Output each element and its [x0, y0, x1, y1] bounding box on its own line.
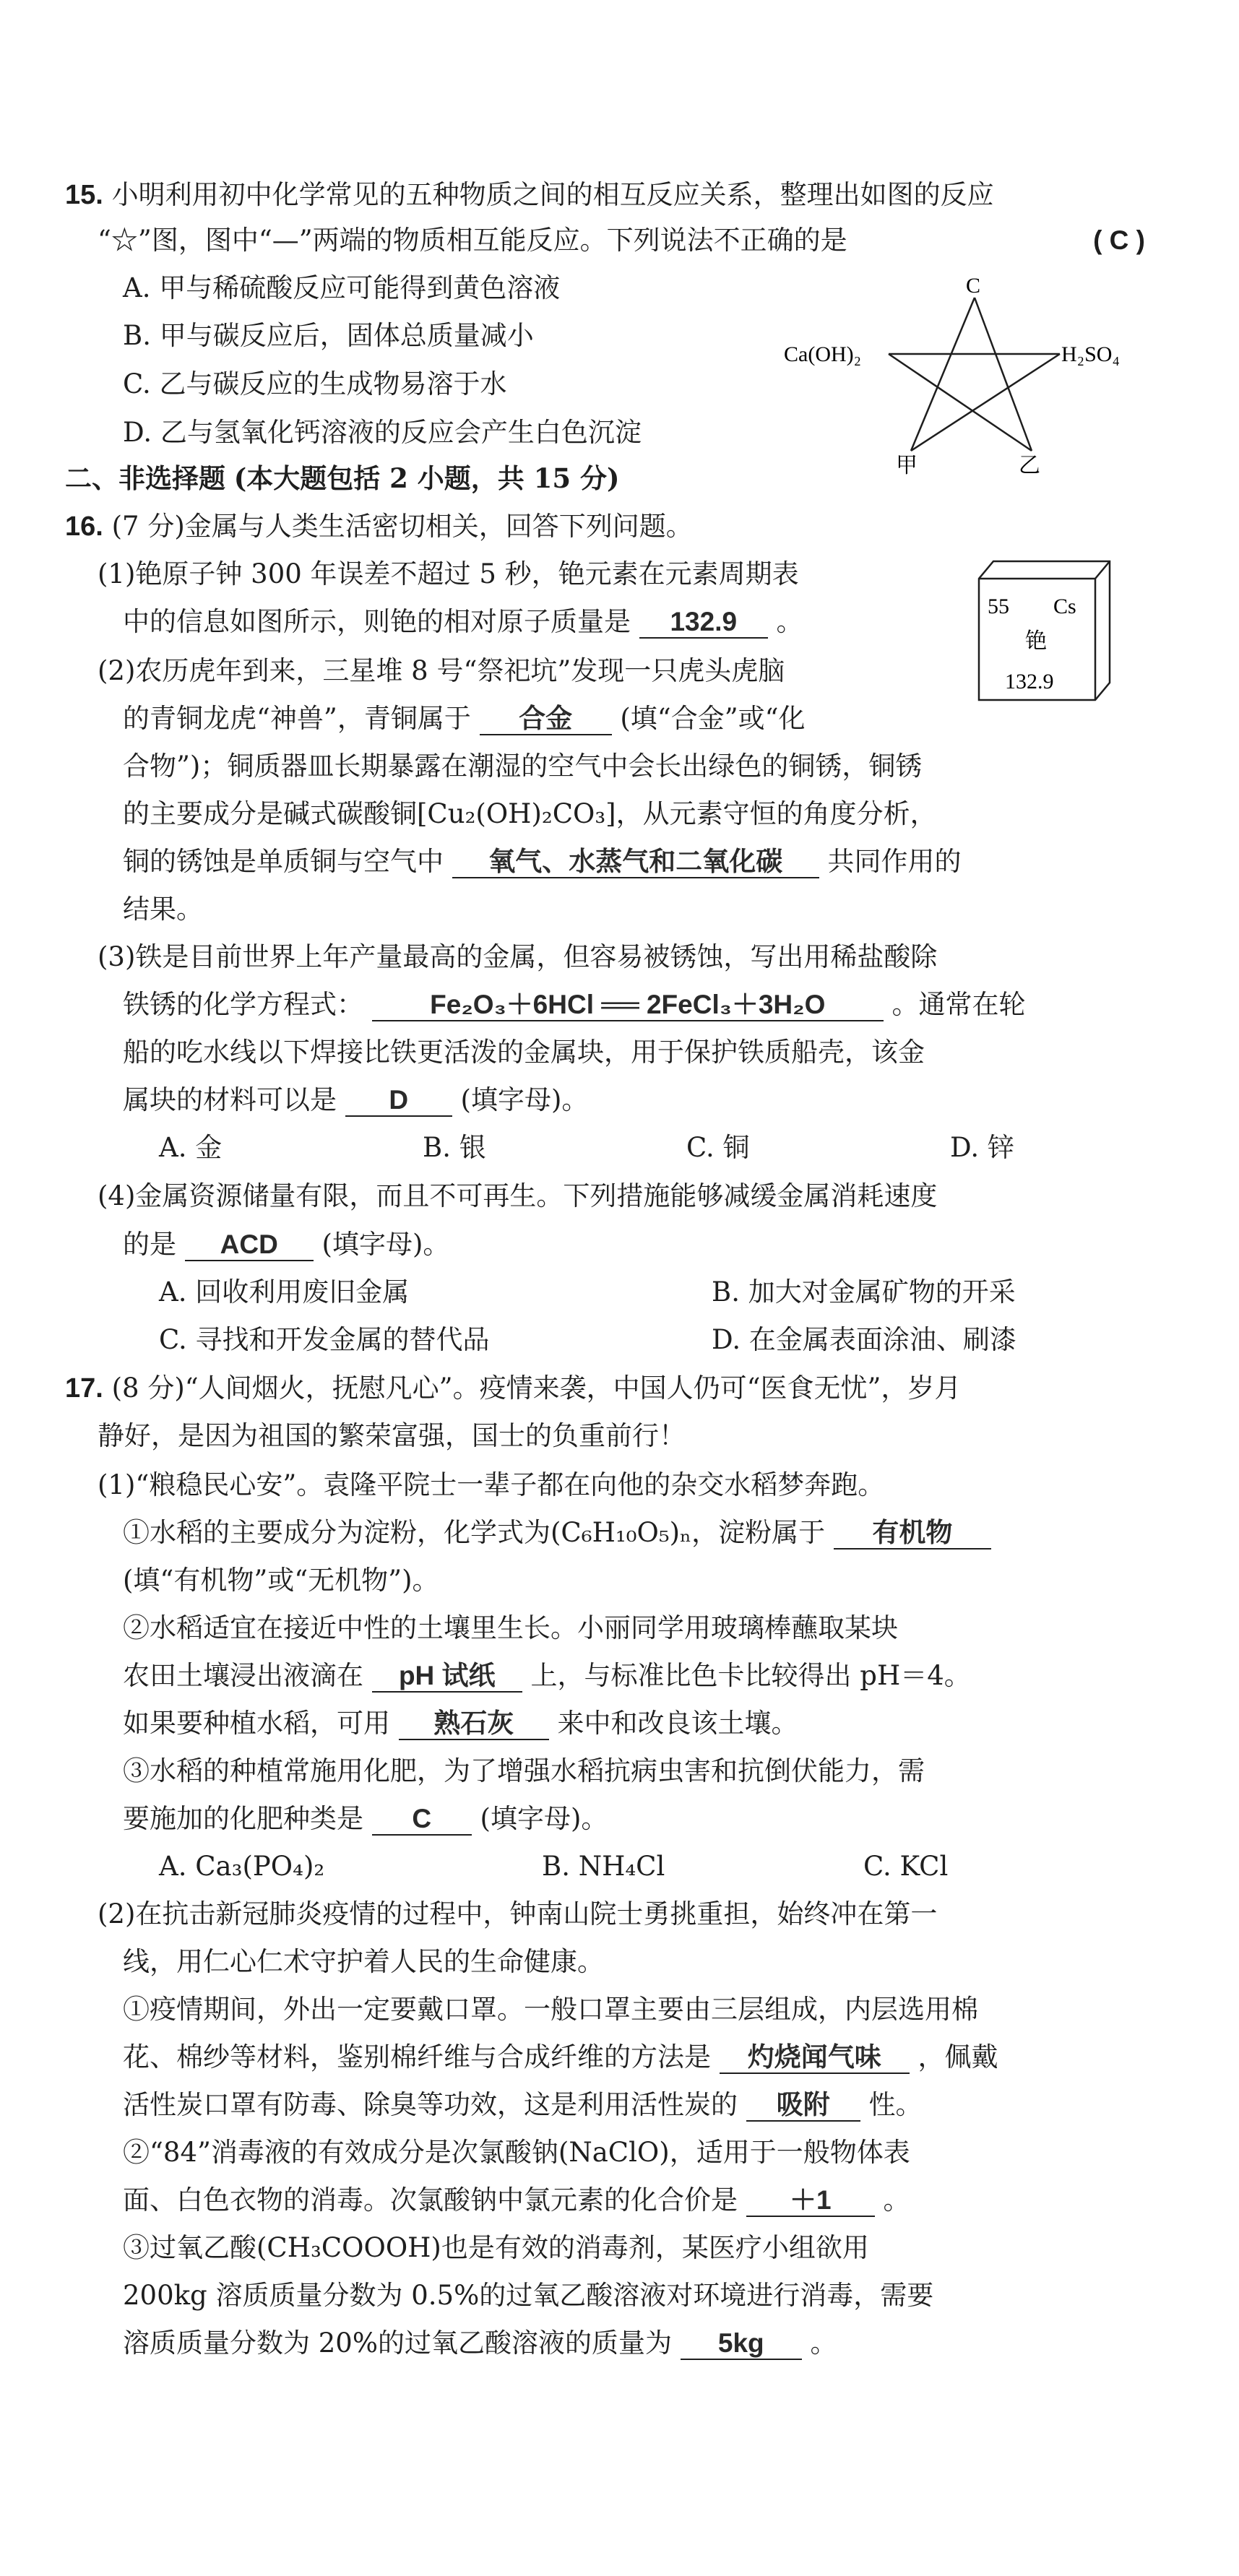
q15-answer: ( C )	[1093, 225, 1145, 255]
q17-p2b-line2	[123, 2184, 910, 2217]
q16-p4-option-d: D. 在金属表面涂油、刷漆	[712, 1324, 1016, 1355]
q17-p2b-line1: ②“84”消毒液的有效成分是次氯酸钠(NaClO)，适用于一般物体表	[123, 2137, 910, 2168]
q16-number: 16.	[65, 511, 103, 542]
q16-p2-line5	[123, 845, 962, 878]
section-2-note: (本大题包括 2 小题，共 15 分)	[233, 462, 620, 494]
q15-option-b: B. 甲与碳反应后，固体总质量减小	[123, 320, 534, 351]
q16-p3-line2	[123, 988, 1026, 1021]
star-label-right: H₂SO₄	[1061, 342, 1120, 366]
star-label-bottom-left: 甲	[896, 453, 918, 475]
q15-star-diagram	[777, 269, 1138, 475]
q17-p2a-text-c: 活性炭口罩有防毒、除臭等功效，这是利用活性炭的	[123, 2089, 738, 2120]
q17-p2a-text: 花、棉纱等材料，鉴别棉纤维与合成纤维的方法是	[123, 2041, 711, 2073]
q17-p2a-answer-1: 灼烧闻气味	[720, 2042, 910, 2074]
q17-p1c-text: 要施加的化肥种类是	[123, 1803, 363, 1834]
q17-p2c-line1: ③过氧乙酸(CH₃COOOH)也是有效的消毒剂，某医疗小组欲用	[123, 2232, 869, 2263]
q17-p2b-text: 面、白色衣物的消毒。次氯酸钠中氯元素的化合价是	[123, 2184, 738, 2216]
cesium-element-card	[977, 558, 1111, 703]
star-lines	[889, 298, 1060, 451]
q16-p4-text: 的是	[123, 1229, 176, 1260]
q17-p1-line1: (1)“粮稳民心安”。袁隆平院士一辈子都在向他的杂交水稻梦奔跑。	[98, 1469, 885, 1500]
q17-p2-line2: 线，用仁心仁术守护着人民的生命健康。	[123, 1946, 604, 1977]
q16-p2-answer-2: 氧气、水蒸气和二氧化碳	[452, 847, 819, 878]
q17-p2c-line2: 200kg 溶质质量分数为 0.5%的过氧乙酸溶液对环境进行消毒，需要	[123, 2280, 934, 2311]
q16-p4-line2	[123, 1228, 449, 1261]
q16-p3-option-a: A. 金	[159, 1132, 223, 1163]
q17-p1b-line2	[123, 1659, 971, 1693]
q17-stem-2: 静好，是因为祖国的繁荣富强，国士的负重前行！	[98, 1420, 686, 1451]
q16-p2-text-c: 铜的锈蚀是单质铜与空气中	[123, 846, 444, 877]
q17-p1b-answer-1: pH 试纸	[372, 1661, 522, 1693]
q17-p2c-line3	[123, 2327, 837, 2360]
q15-number: 15.	[65, 180, 103, 210]
q16-p3-option-b: B. 银	[423, 1132, 486, 1163]
q16-p2-line3: 合物”)；铜质器皿长期暴露在潮湿的空气中会长出绿色的铜锈，铜锈	[123, 751, 923, 782]
q16-p2-answer-1: 合金	[480, 704, 612, 735]
q16-p2-text: 的青铜龙虎“神兽”，青铜属于	[123, 703, 471, 734]
q17-p2a-answer-2: 吸附	[746, 2090, 860, 2122]
q16-p3-text: 铁锈的化学方程式：	[123, 989, 363, 1020]
q16-p4-option-a: A. 回收利用废旧金属	[159, 1276, 410, 1308]
star-label-top: C	[966, 274, 981, 298]
q16-p2-text-b: (填“合金”或“化	[620, 703, 806, 734]
q17-p2a-line1: ①疫情期间，外出一定要戴口罩。一般口罩主要由三层组成，内层选用棉	[123, 1994, 978, 2025]
q17-p2c-answer: 5kg	[681, 2328, 802, 2360]
q16-p1-answer: 132.9	[639, 607, 768, 639]
q17-p1c-answer: C	[372, 1804, 472, 1836]
q17-p1c-line2	[123, 1802, 608, 1836]
q17-p1a-text: ①水稻的主要成分为淀粉，化学式为(C₆H₁₀O₅)ₙ，淀粉属于	[123, 1517, 826, 1548]
q17-p1b-text-b: 上，与标准比色卡比较得出 pH＝4。	[530, 1660, 971, 1691]
q17-p2a-line2	[123, 2041, 998, 2074]
q16-p2-line4: 的主要成分是碱式碳酸铜[Cu₂(OH)₂CO₃]，从元素守恒的角度分析，	[123, 798, 937, 829]
q17-p2a-text-b: ，佩戴	[918, 2041, 998, 2073]
q16-p1-end: 。	[776, 606, 803, 637]
q17-p1c-text-b: (填字母)。	[480, 1803, 608, 1834]
q16-p2-line6: 结果。	[123, 894, 203, 925]
q16-p1-text: 中的信息如图所示，则铯的相对原子质量是	[123, 606, 631, 637]
q16-p4-answer: ACD	[185, 1229, 314, 1261]
q17-p1b-text-d: 来中和改良该土壤。	[557, 1708, 798, 1739]
section-2-heading	[65, 462, 620, 496]
q16-p3-option-c: C. 铜	[686, 1132, 750, 1163]
q16-p3-line3: 船的吃水线以下焊接比铁更活泼的金属块，用于保护铁质船壳，该金	[123, 1037, 925, 1068]
star-edge-bl-right	[911, 354, 1060, 451]
q15-option-d: D. 乙与氢氧化钙溶液的反应会产生白色沉淀	[123, 417, 642, 448]
q16-p3-answer-2: D	[345, 1085, 452, 1117]
q16-p1-line2	[123, 605, 803, 639]
q17-p2a-text-d: 性。	[868, 2089, 923, 2120]
q17-line1	[65, 1372, 961, 1405]
q16-p3-line4	[123, 1084, 588, 1117]
q17-p2b-answer: ＋1	[746, 2185, 875, 2217]
q16-p4-text-b: (填字母)。	[321, 1229, 450, 1260]
q17-p1b-text-c: 如果要种植水稻，可用	[123, 1708, 390, 1739]
element-card-svg	[977, 558, 1111, 703]
q17-p1a-answer: 有机物	[834, 1518, 991, 1550]
q17-p1a-line2: (填“有机物”或“无机物”)。	[123, 1565, 439, 1596]
q16-p3-text-c: 属块的材料可以是	[123, 1084, 337, 1115]
q15-option-a: A. 甲与稀硫酸反应可能得到黄色溶液	[123, 272, 561, 303]
q17-p2c-text: 溶质质量分数为 20%的过氧乙酸溶液的质量为	[123, 2328, 672, 2359]
q17-p1c-option-b: B. NH₄Cl	[542, 1851, 665, 1882]
q17-p1c-option-c: C. KCl	[863, 1851, 949, 1882]
q16-p2-text-d: 共同作用的	[827, 846, 962, 877]
q15-line1	[65, 178, 994, 212]
q17-stem-1: (8 分)“人间烟火，抚慰凡心”。疫情来袭，中国人仍可“医食无忧”，岁月	[111, 1373, 962, 1404]
section-2-title: 二、非选择题	[65, 462, 225, 494]
element-name: 铯	[1025, 628, 1047, 654]
star-edge-top-bl	[911, 298, 975, 451]
star-edge-br-left	[889, 354, 1032, 451]
q17-p1a-line1	[123, 1516, 991, 1550]
q16-p3-option-d: D. 锌	[950, 1132, 1014, 1163]
star-label-left: Ca(OH)₂	[784, 342, 862, 366]
q16-p3-line1: (3)铁是目前世界上年产量最高的金属，但容易被锈蚀，写出用稀盐酸除	[98, 941, 938, 972]
q16-p3-answer-1: Fe₂O₃＋6HCl ══ 2FeCl₃＋3H₂O	[372, 990, 884, 1021]
q17-p2a-line3	[123, 2088, 923, 2122]
q17-p1c-option-a: A. Ca₃(PO₄)₂	[159, 1851, 325, 1882]
q16-p2-line2	[123, 702, 806, 735]
element-atomic-number: 55	[988, 595, 1009, 618]
q17-p2c-text-b: 。	[810, 2328, 837, 2359]
q16-p4-option-c: C. 寻找和开发金属的替代品	[159, 1324, 490, 1355]
q17-p1b-line1: ②水稻适宜在接近中性的土壤里生长。小丽同学用玻璃棒蘸取某块	[123, 1612, 898, 1643]
q15-line2	[98, 224, 1152, 257]
q15-option-c: C. 乙与碳反应的生成物易溶于水	[123, 368, 507, 399]
star-edge-top-br	[975, 298, 1032, 451]
star-label-bottom-right: 乙	[1019, 453, 1040, 475]
q17-p2-line1: (2)在抗击新冠肺炎疫情的过程中，钟南山院士勇挑重担，始终冲在第一	[98, 1898, 938, 1929]
q17-p1b-text: 农田土壤浸出液滴在	[123, 1660, 363, 1691]
q17-number: 17.	[65, 1373, 103, 1404]
q16-p4-line1: (4)金属资源储量有限，而且不可再生。下列措施能够减缓金属消耗速度	[98, 1180, 938, 1211]
q16-line1	[65, 510, 693, 543]
q15-stem-1: 小明利用初中化学常见的五种物质之间的相互反应关系，整理出如图的反应	[111, 179, 994, 210]
q16-p1-line1: (1)铯原子钟 300 年误差不超过 5 秒，铯元素在元素周期表	[98, 558, 799, 589]
q16-p4-option-b: B. 加大对金属矿物的开采	[712, 1276, 1016, 1308]
element-symbol: Cs	[1053, 595, 1076, 618]
q17-p1c-line1: ③水稻的种植常施用化肥，为了增强水稻抗病虫害和抗倒伏能力，需	[123, 1755, 925, 1786]
q16-p3-text-d: (填字母)。	[460, 1084, 589, 1115]
q16-p2-line1: (2)农历虎年到来，三星堆 8 号“祭祀坑”发现一只虎头虎脑	[98, 655, 785, 686]
q17-p2b-text-b: 。	[883, 2184, 910, 2216]
q17-p1b-answer-2: 熟石灰	[399, 1708, 549, 1740]
element-atomic-mass: 132.9	[1005, 670, 1054, 693]
q17-p1b-line3	[123, 1707, 798, 1740]
q16-p3-text-b: 。通常在轮	[892, 989, 1026, 1020]
q16-stem: (7 分)金属与人类生活密切相关，回答下列问题。	[111, 511, 693, 542]
q15-stem-2: “☆”图，图中“—”两端的物质相互能反应。下列说法不正确的是	[98, 225, 847, 256]
